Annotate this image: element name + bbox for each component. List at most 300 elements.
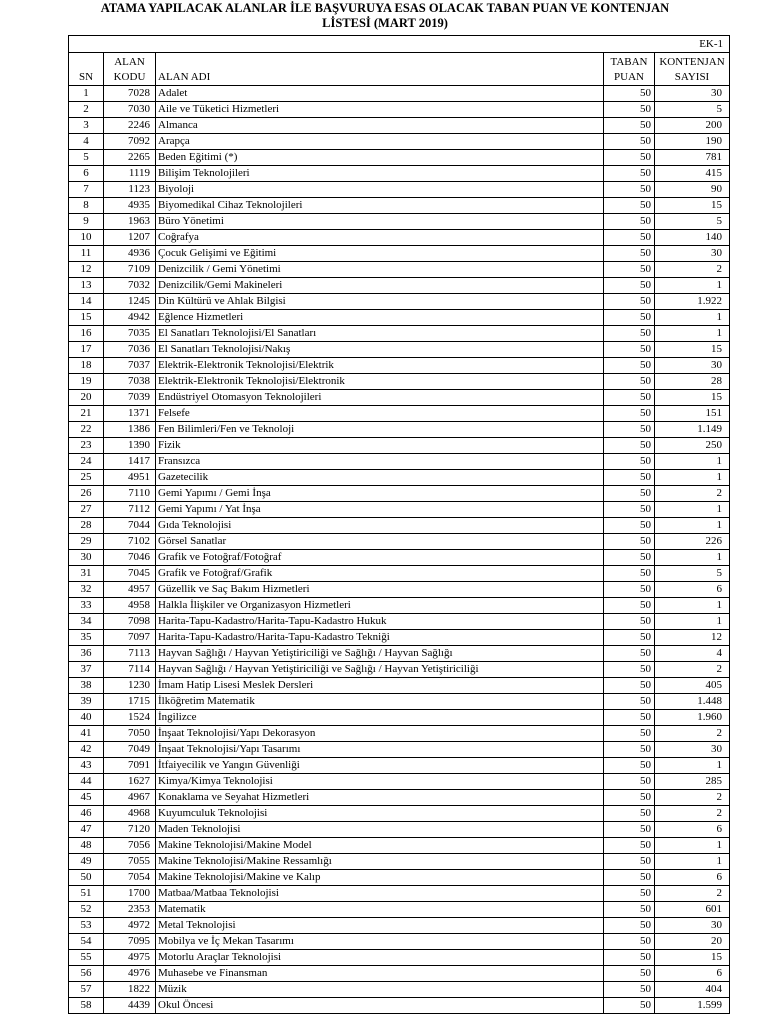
row-taban-puan: 50: [604, 870, 655, 886]
row-sn: 6: [69, 166, 104, 182]
row-alan-adi: Muhasebe ve Finansman: [156, 966, 604, 982]
row-taban-puan: 50: [604, 822, 655, 838]
row-alan-adi: Harita-Tapu-Kadastro/Harita-Tapu-Kadastro Hukuk: [156, 614, 604, 630]
table-row: [69, 534, 730, 550]
row-alan-kodu: 4942: [104, 310, 156, 326]
table-row: [69, 566, 730, 582]
row-taban-puan: 50: [604, 918, 655, 934]
row-alan-adi: Felsefe: [156, 406, 604, 422]
row-alan-adi: Okul Öncesi: [156, 998, 604, 1014]
row-kontenjan: 15: [655, 390, 730, 406]
row-sn: 37: [69, 662, 104, 678]
row-sn: 16: [69, 326, 104, 342]
row-taban-puan: 50: [604, 790, 655, 806]
row-kontenjan: 12: [655, 630, 730, 646]
row-alan-adi: Kuyumculuk Teknolojisi: [156, 806, 604, 822]
row-sn: 2: [69, 102, 104, 118]
row-sn: 21: [69, 406, 104, 422]
row-sn: 10: [69, 230, 104, 246]
table-row: [69, 966, 730, 982]
row-sn: 3: [69, 118, 104, 134]
row-sn: 20: [69, 390, 104, 406]
table-row: [69, 118, 730, 134]
row-sn: 54: [69, 934, 104, 950]
row-alan-kodu: 4439: [104, 998, 156, 1014]
row-taban-puan: 50: [604, 566, 655, 582]
row-taban-puan: 50: [604, 726, 655, 742]
row-alan-adi: Makine Teknolojisi/Makine Ressamlığı: [156, 854, 604, 870]
row-alan-adi: İlköğretim Matematik: [156, 694, 604, 710]
row-sn: 52: [69, 902, 104, 918]
row-taban-puan: 50: [604, 86, 655, 102]
row-taban-puan: 50: [604, 646, 655, 662]
row-alan-kodu: 7054: [104, 870, 156, 886]
row-taban-puan: 50: [604, 854, 655, 870]
row-alan-adi: Metal Teknolojisi: [156, 918, 604, 934]
table-row: [69, 294, 730, 310]
row-sn: 7: [69, 182, 104, 198]
row-kontenjan: 601: [655, 902, 730, 918]
row-alan-kodu: 7110: [104, 486, 156, 502]
row-sn: 57: [69, 982, 104, 998]
row-alan-kodu: 4936: [104, 246, 156, 262]
row-taban-puan: 50: [604, 742, 655, 758]
table-row: [69, 518, 730, 534]
row-kontenjan: 404: [655, 982, 730, 998]
table-body: [69, 86, 730, 1014]
row-alan-kodu: 1119: [104, 166, 156, 182]
table-row: [69, 678, 730, 694]
row-alan-kodu: 7039: [104, 390, 156, 406]
row-taban-puan: 50: [604, 838, 655, 854]
row-kontenjan: 1: [655, 854, 730, 870]
row-sn: 45: [69, 790, 104, 806]
row-alan-kodu: 7035: [104, 326, 156, 342]
row-alan-kodu: 1245: [104, 294, 156, 310]
row-alan-kodu: 1207: [104, 230, 156, 246]
title-line-1: ATAMA YAPILACAK ALANLAR İLE BAŞVURUYA ESAS OLACAK TABAN PUAN VE KONTENJAN: [100, 1, 670, 15]
row-kontenjan: 415: [655, 166, 730, 182]
row-alan-kodu: 7098: [104, 614, 156, 630]
row-taban-puan: 50: [604, 598, 655, 614]
row-kontenjan: 1.599: [655, 998, 730, 1014]
row-alan-kodu: 7056: [104, 838, 156, 854]
row-alan-adi: Güzellik ve Saç Bakım Hizmetleri: [156, 582, 604, 598]
row-kontenjan: 15: [655, 198, 730, 214]
row-alan-kodu: 1700: [104, 886, 156, 902]
row-taban-puan: 50: [604, 166, 655, 182]
row-taban-puan: 50: [604, 518, 655, 534]
row-alan-adi: Gemi Yapımı / Gemi İnşa: [156, 486, 604, 502]
row-kontenjan: 1: [655, 550, 730, 566]
row-alan-kodu: 7114: [104, 662, 156, 678]
row-kontenjan: 2: [655, 726, 730, 742]
row-kontenjan: 1: [655, 518, 730, 534]
row-alan-adi: Kimya/Kimya Teknolojisi: [156, 774, 604, 790]
row-kontenjan: 405: [655, 678, 730, 694]
row-kontenjan: 1.448: [655, 694, 730, 710]
title-line-2: LİSTESİ (MART 2019): [322, 16, 448, 30]
row-alan-kodu: 7038: [104, 374, 156, 390]
row-alan-kodu: 7097: [104, 630, 156, 646]
row-sn: 34: [69, 614, 104, 630]
row-sn: 55: [69, 950, 104, 966]
row-kontenjan: 1.922: [655, 294, 730, 310]
row-alan-kodu: 2265: [104, 150, 156, 166]
row-taban-puan: 50: [604, 486, 655, 502]
table-row: [69, 230, 730, 246]
row-taban-puan: 50: [604, 278, 655, 294]
row-sn: 46: [69, 806, 104, 822]
row-sn: 19: [69, 374, 104, 390]
row-taban-puan: 50: [604, 326, 655, 342]
row-kontenjan: 1: [655, 614, 730, 630]
row-sn: 29: [69, 534, 104, 550]
row-alan-kodu: 1230: [104, 678, 156, 694]
row-alan-adi: Arapça: [156, 134, 604, 150]
row-taban-puan: 50: [604, 550, 655, 566]
row-alan-kodu: 4951: [104, 470, 156, 486]
row-alan-kodu: 7050: [104, 726, 156, 742]
row-sn: 33: [69, 598, 104, 614]
row-taban-puan: 50: [604, 966, 655, 982]
row-kontenjan: 28: [655, 374, 730, 390]
row-taban-puan: 50: [604, 422, 655, 438]
row-kontenjan: 15: [655, 342, 730, 358]
row-alan-adi: Makine Teknolojisi/Makine ve Kalıp: [156, 870, 604, 886]
table-row: [69, 326, 730, 342]
table-row: [69, 870, 730, 886]
table-row: [69, 694, 730, 710]
row-kontenjan: 4: [655, 646, 730, 662]
row-kontenjan: 20: [655, 934, 730, 950]
row-alan-adi: Gemi Yapımı / Yat İnşa: [156, 502, 604, 518]
row-sn: 28: [69, 518, 104, 534]
row-alan-adi: Aile ve Tüketici Hizmetleri: [156, 102, 604, 118]
row-sn: 8: [69, 198, 104, 214]
row-alan-adi: Mobilya ve İç Mekan Tasarımı: [156, 934, 604, 950]
row-alan-adi: Görsel Sanatlar: [156, 534, 604, 550]
row-alan-adi: Bilişim Teknolojileri: [156, 166, 604, 182]
row-alan-kodu: 7113: [104, 646, 156, 662]
row-kontenjan: 30: [655, 918, 730, 934]
row-alan-kodu: 7030: [104, 102, 156, 118]
row-alan-kodu: 7091: [104, 758, 156, 774]
row-taban-puan: 50: [604, 230, 655, 246]
table-row: [69, 982, 730, 998]
row-taban-puan: 50: [604, 342, 655, 358]
table-row: [69, 918, 730, 934]
row-kontenjan: 1.149: [655, 422, 730, 438]
row-alan-kodu: 1822: [104, 982, 156, 998]
row-sn: 58: [69, 998, 104, 1014]
table-row: [69, 758, 730, 774]
table-row: [69, 502, 730, 518]
table-header-row: [69, 53, 730, 86]
row-alan-kodu: 7044: [104, 518, 156, 534]
row-alan-adi: İnşaat Teknolojisi/Yapı Tasarımı: [156, 742, 604, 758]
row-sn: 50: [69, 870, 104, 886]
row-alan-adi: İmam Hatip Lisesi Meslek Dersleri: [156, 678, 604, 694]
row-sn: 12: [69, 262, 104, 278]
row-sn: 47: [69, 822, 104, 838]
table-row: [69, 822, 730, 838]
row-alan-adi: Denizcilik / Gemi Yönetimi: [156, 262, 604, 278]
row-alan-kodu: 7049: [104, 742, 156, 758]
row-alan-adi: Elektrik-Elektronik Teknolojisi/Elektrik: [156, 358, 604, 374]
row-taban-puan: 50: [604, 390, 655, 406]
row-sn: 42: [69, 742, 104, 758]
row-alan-adi: Makine Teknolojisi/Makine Model: [156, 838, 604, 854]
row-alan-kodu: 7046: [104, 550, 156, 566]
row-sn: 23: [69, 438, 104, 454]
row-alan-kodu: 4957: [104, 582, 156, 598]
row-taban-puan: 50: [604, 262, 655, 278]
row-kontenjan: 6: [655, 870, 730, 886]
row-alan-adi: Din Kültürü ve Ahlak Bilgisi: [156, 294, 604, 310]
row-alan-kodu: 4976: [104, 966, 156, 982]
row-alan-adi: Hayvan Sağlığı / Hayvan Yetiştiriciliği ve Sağlığı / Hayvan Sağlığı: [156, 646, 604, 662]
row-sn: 53: [69, 918, 104, 934]
row-kontenjan: 250: [655, 438, 730, 454]
row-alan-adi: Gazetecilik: [156, 470, 604, 486]
table-row: [69, 630, 730, 646]
row-taban-puan: 50: [604, 374, 655, 390]
row-alan-kodu: 7095: [104, 934, 156, 950]
row-alan-adi: Çocuk Gelişimi ve Eğitimi: [156, 246, 604, 262]
row-taban-puan: 50: [604, 982, 655, 998]
row-alan-kodu: 4967: [104, 790, 156, 806]
row-kontenjan: 140: [655, 230, 730, 246]
row-kontenjan: 2: [655, 886, 730, 902]
row-kontenjan: 190: [655, 134, 730, 150]
header-taban-puan: TABAN PUAN: [604, 53, 655, 86]
row-sn: 18: [69, 358, 104, 374]
row-alan-kodu: 7032: [104, 278, 156, 294]
row-alan-adi: Coğrafya: [156, 230, 604, 246]
row-kontenjan: 5: [655, 566, 730, 582]
row-kontenjan: 1: [655, 454, 730, 470]
header-alan-adi: ALAN ADI: [156, 53, 604, 86]
table-row: [69, 998, 730, 1014]
row-kontenjan: 30: [655, 358, 730, 374]
row-sn: 39: [69, 694, 104, 710]
row-kontenjan: 30: [655, 246, 730, 262]
row-sn: 51: [69, 886, 104, 902]
row-kontenjan: 30: [655, 86, 730, 102]
row-alan-adi: Motorlu Araçlar Teknolojisi: [156, 950, 604, 966]
row-alan-kodu: 1417: [104, 454, 156, 470]
row-alan-adi: Fen Bilimleri/Fen ve Teknoloji: [156, 422, 604, 438]
table-row: [69, 438, 730, 454]
row-alan-adi: Fizik: [156, 438, 604, 454]
row-kontenjan: 2: [655, 806, 730, 822]
row-alan-adi: Grafik ve Fotoğraf/Grafik: [156, 566, 604, 582]
row-taban-puan: 50: [604, 118, 655, 134]
table-row: [69, 486, 730, 502]
table-row: [69, 550, 730, 566]
row-alan-kodu: 1386: [104, 422, 156, 438]
table-row: [69, 182, 730, 198]
row-kontenjan: 15: [655, 950, 730, 966]
table-row: [69, 342, 730, 358]
table-row: [69, 838, 730, 854]
table-row: [69, 726, 730, 742]
table-row: [69, 198, 730, 214]
table-row: [69, 470, 730, 486]
row-taban-puan: 50: [604, 134, 655, 150]
row-kontenjan: 2: [655, 262, 730, 278]
row-sn: 49: [69, 854, 104, 870]
table-row: [69, 262, 730, 278]
row-taban-puan: 50: [604, 438, 655, 454]
row-kontenjan: 781: [655, 150, 730, 166]
row-taban-puan: 50: [604, 310, 655, 326]
row-kontenjan: 226: [655, 534, 730, 550]
row-kontenjan: 1: [655, 278, 730, 294]
row-kontenjan: 6: [655, 966, 730, 982]
row-alan-kodu: 7028: [104, 86, 156, 102]
table-row: [69, 86, 730, 102]
row-sn: 56: [69, 966, 104, 982]
row-taban-puan: 50: [604, 614, 655, 630]
row-taban-puan: 50: [604, 470, 655, 486]
row-kontenjan: 2: [655, 486, 730, 502]
row-kontenjan: 6: [655, 582, 730, 598]
row-alan-kodu: 7055: [104, 854, 156, 870]
row-alan-adi: Halkla İlişkiler ve Organizasyon Hizmetleri: [156, 598, 604, 614]
row-sn: 31: [69, 566, 104, 582]
row-taban-puan: 50: [604, 246, 655, 262]
row-kontenjan: 1: [655, 326, 730, 342]
row-sn: 17: [69, 342, 104, 358]
row-kontenjan: 5: [655, 102, 730, 118]
row-taban-puan: 50: [604, 806, 655, 822]
row-alan-adi: Fransızca: [156, 454, 604, 470]
table-row: [69, 150, 730, 166]
row-sn: 5: [69, 150, 104, 166]
row-taban-puan: 50: [604, 214, 655, 230]
table-row: [69, 102, 730, 118]
row-sn: 1: [69, 86, 104, 102]
row-alan-adi: Matematik: [156, 902, 604, 918]
row-alan-adi: İngilizce: [156, 710, 604, 726]
row-kontenjan: 2: [655, 662, 730, 678]
table-row: [69, 902, 730, 918]
header-sn: SN: [69, 53, 104, 86]
row-sn: 48: [69, 838, 104, 854]
row-alan-adi: Büro Yönetimi: [156, 214, 604, 230]
row-sn: 35: [69, 630, 104, 646]
table-row: [69, 406, 730, 422]
row-kontenjan: 5: [655, 214, 730, 230]
row-kontenjan: 1: [655, 598, 730, 614]
table-row: [69, 374, 730, 390]
row-alan-adi: Grafik ve Fotoğraf/Fotoğraf: [156, 550, 604, 566]
row-taban-puan: 50: [604, 950, 655, 966]
row-alan-adi: Beden Eğitimi (*): [156, 150, 604, 166]
row-sn: 24: [69, 454, 104, 470]
row-sn: 38: [69, 678, 104, 694]
row-kontenjan: 1: [655, 470, 730, 486]
row-taban-puan: 50: [604, 774, 655, 790]
row-taban-puan: 50: [604, 630, 655, 646]
row-kontenjan: 151: [655, 406, 730, 422]
row-alan-kodu: 4968: [104, 806, 156, 822]
row-sn: 43: [69, 758, 104, 774]
table-row: [69, 454, 730, 470]
row-alan-adi: El Sanatları Teknolojisi/Nakış: [156, 342, 604, 358]
table-row: [69, 662, 730, 678]
row-kontenjan: 90: [655, 182, 730, 198]
row-taban-puan: 50: [604, 454, 655, 470]
row-taban-puan: 50: [604, 182, 655, 198]
row-taban-puan: 50: [604, 582, 655, 598]
row-taban-puan: 50: [604, 534, 655, 550]
table-row: [69, 854, 730, 870]
row-kontenjan: 1: [655, 758, 730, 774]
row-sn: 27: [69, 502, 104, 518]
row-alan-kodu: 7092: [104, 134, 156, 150]
row-taban-puan: 50: [604, 102, 655, 118]
row-alan-kodu: 7112: [104, 502, 156, 518]
row-sn: 26: [69, 486, 104, 502]
row-alan-kodu: 4975: [104, 950, 156, 966]
row-sn: 15: [69, 310, 104, 326]
row-taban-puan: 50: [604, 710, 655, 726]
row-alan-adi: Denizcilik/Gemi Makineleri: [156, 278, 604, 294]
row-alan-adi: Endüstriyel Otomasyon Teknolojileri: [156, 390, 604, 406]
header-kontenjan-sayisi: KONTENJAN SAYISI: [655, 53, 730, 86]
row-alan-kodu: 1963: [104, 214, 156, 230]
table-row: [69, 358, 730, 374]
table-row: [69, 166, 730, 182]
table-row: [69, 246, 730, 262]
table-row: [69, 278, 730, 294]
row-taban-puan: 50: [604, 662, 655, 678]
header-alan-kodu: ALAN KODU: [104, 53, 156, 86]
row-kontenjan: 200: [655, 118, 730, 134]
row-kontenjan: 285: [655, 774, 730, 790]
row-alan-kodu: 1390: [104, 438, 156, 454]
row-alan-kodu: 2353: [104, 902, 156, 918]
row-alan-kodu: 7045: [104, 566, 156, 582]
row-taban-puan: 50: [604, 758, 655, 774]
row-alan-adi: Matbaa/Matbaa Teknolojisi: [156, 886, 604, 902]
row-kontenjan: 1: [655, 310, 730, 326]
row-sn: 32: [69, 582, 104, 598]
row-alan-adi: Harita-Tapu-Kadastro/Harita-Tapu-Kadastro Tekniği: [156, 630, 604, 646]
table-row: [69, 790, 730, 806]
row-sn: 4: [69, 134, 104, 150]
row-taban-puan: 50: [604, 294, 655, 310]
row-alan-adi: El Sanatları Teknolojisi/El Sanatları: [156, 326, 604, 342]
row-taban-puan: 50: [604, 150, 655, 166]
row-sn: 41: [69, 726, 104, 742]
row-kontenjan: 6: [655, 822, 730, 838]
row-sn: 13: [69, 278, 104, 294]
row-alan-kodu: 1715: [104, 694, 156, 710]
table-row: [69, 774, 730, 790]
table-row: [69, 886, 730, 902]
row-kontenjan: 1.960: [655, 710, 730, 726]
table-row: [69, 598, 730, 614]
row-alan-adi: Elektrik-Elektronik Teknolojisi/Elektronik: [156, 374, 604, 390]
row-alan-kodu: 4958: [104, 598, 156, 614]
row-sn: 25: [69, 470, 104, 486]
row-kontenjan: 30: [655, 742, 730, 758]
document-title: [0, 1, 770, 31]
